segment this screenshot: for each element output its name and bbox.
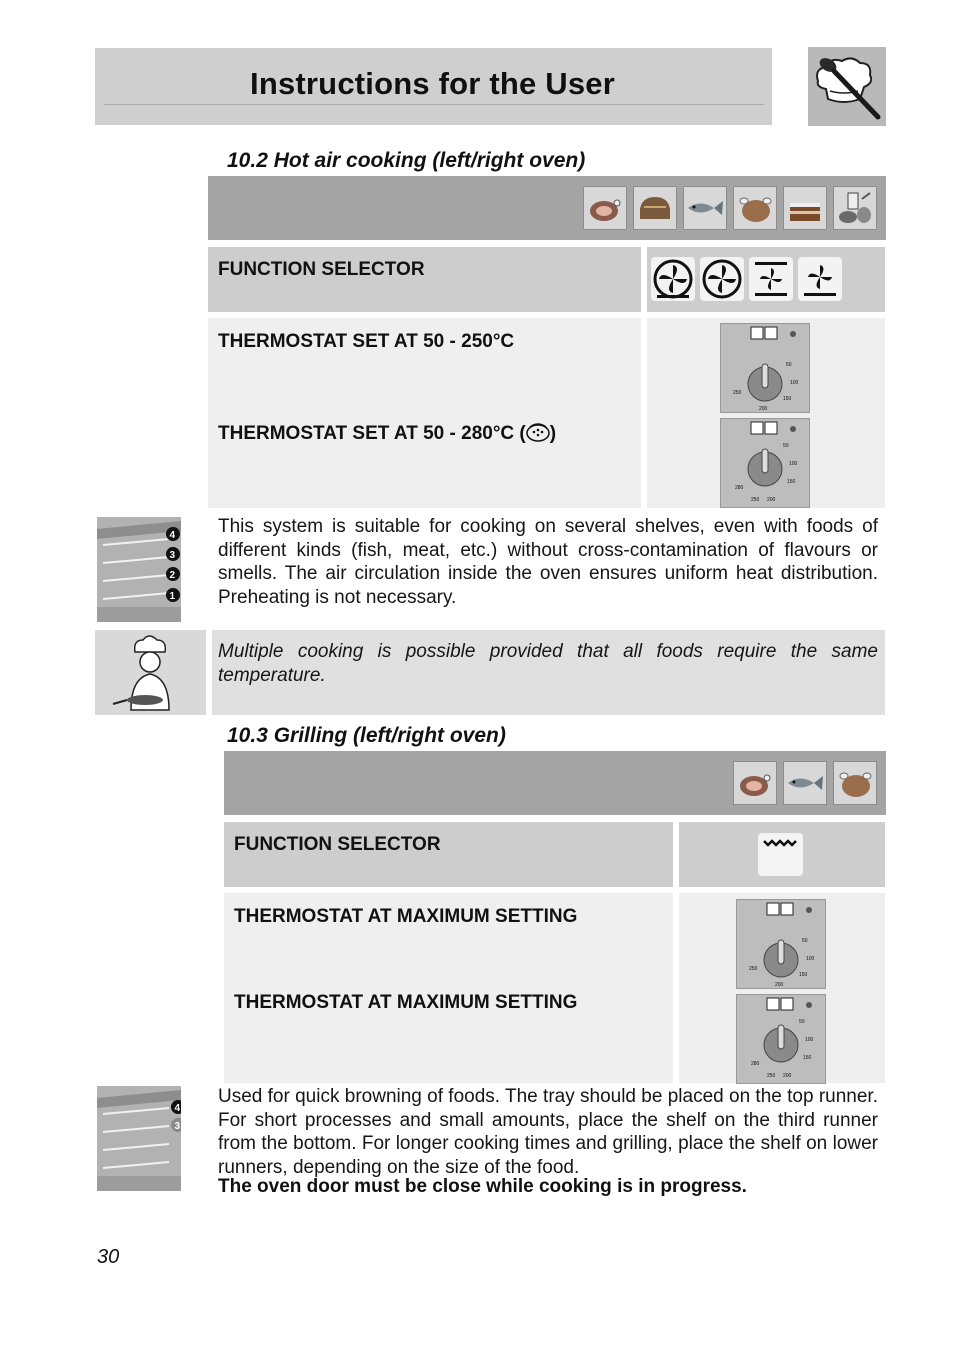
function-selector-label: FUNCTION SELECTOR <box>218 259 425 280</box>
shelf-number-2: 2 <box>169 570 176 581</box>
cake-icon <box>783 186 827 230</box>
food-icons-grilling <box>733 761 877 805</box>
thermostat-knob-panel-2 <box>720 418 810 508</box>
knob-2-label-200: 200 <box>767 497 776 503</box>
shelf-number-4: 4 <box>169 530 176 541</box>
poultry-icon <box>733 186 777 230</box>
grill-knob-2-label-280: 280 <box>751 1061 760 1067</box>
hot-air-description: This system is suitable for cooking on several shelves, even with foods of different kinds (fish, meat, etc.) without cross-contamination of flavours or smells. The air circulation inside the oven ensures uniform heat distribution. Preheating is not necessary. <box>218 516 878 608</box>
fan-bottom-icon <box>798 257 842 301</box>
section-title-grilling: 10.3 Grilling (left/right oven) <box>227 724 506 747</box>
poultry-icon <box>833 761 877 805</box>
grill-knob-panel-1 <box>736 899 826 989</box>
grill-function-selector-label: FUNCTION SELECTOR <box>234 834 441 855</box>
shelf-number-3: 3 <box>169 550 176 561</box>
knob-1-label-150: 150 <box>783 396 792 402</box>
knob-1-label-50: 50 <box>786 362 792 368</box>
oven-shelves-4-levels-icon <box>97 517 181 622</box>
grill-thermostat-label-1: THERMOSTAT AT MAXIMUM SETTING <box>234 906 578 927</box>
grill-knob-panel-2 <box>736 994 826 1084</box>
knob-2-label-280: 280 <box>735 485 744 491</box>
knob-2-label-250: 250 <box>751 497 760 503</box>
thermostat-label-280: THERMOSTAT SET AT 50 - 280°C ( ) <box>218 421 556 449</box>
thermostat-knob-panel-1 <box>720 323 810 413</box>
top-grill-icon <box>758 833 803 876</box>
header-rule <box>104 104 764 105</box>
pizza-symbol-icon <box>526 421 550 449</box>
multiple-cooking-note: Multiple cooking is possible provided that all foods require the same temperature. <box>218 641 878 686</box>
vegetables-icon <box>833 186 877 230</box>
grill-knob-1-label-250: 250 <box>749 966 758 972</box>
grill-knob-2-label-50: 50 <box>799 1019 805 1025</box>
grill-knob-1-label-200: 200 <box>775 982 784 988</box>
bread-icon <box>633 186 677 230</box>
page-title: Instructions for the User <box>250 66 615 101</box>
chef-icon <box>95 630 206 715</box>
fan-top-bottom-icon <box>749 257 793 301</box>
grill-shelf-number-3: 3 <box>174 1121 181 1132</box>
fan-grill-icon <box>651 257 695 301</box>
meat-icon <box>733 761 777 805</box>
knob-2-label-100: 100 <box>789 461 798 467</box>
grill-thermostat-label-2: THERMOSTAT AT MAXIMUM SETTING <box>234 992 578 1013</box>
grill-knob-1-label-100: 100 <box>806 956 815 962</box>
section-title-hot-air: 10.2 Hot air cooking (left/right oven) <box>227 149 586 172</box>
fish-icon <box>783 761 827 805</box>
knob-1-label-100: 100 <box>790 380 799 386</box>
grilling-warning: The oven door must be close while cooking is in progress. <box>218 1176 747 1197</box>
grill-knob-2-label-250: 250 <box>767 1073 776 1079</box>
knob-2-label-50: 50 <box>783 443 789 449</box>
grill-knob-1-label-150: 150 <box>799 972 808 978</box>
grill-knob-2-label-150: 150 <box>803 1055 812 1061</box>
oven-shelves-grill-icon <box>97 1086 181 1191</box>
knob-2-label-150: 150 <box>787 479 796 485</box>
food-icons-hot-air <box>583 186 877 230</box>
grill-knob-2-label-100: 100 <box>805 1037 814 1043</box>
grilling-description: Used for quick browning of foods. The tray should be placed on the top runner. For short processes and small amounts, place the shelf on the third runner from the bottom. For longer cooking times and grilling, place the shelf on lower runners, depending on the size of the food. <box>218 1086 878 1178</box>
shelf-number-1: 1 <box>169 591 176 602</box>
knob-1-label-200: 200 <box>759 406 768 412</box>
grill-knob-2-label-200: 200 <box>783 1073 792 1079</box>
chef-hat-spoon-icon <box>808 47 886 126</box>
fan-function-icons <box>651 257 842 301</box>
knob-1-label-250: 250 <box>733 390 742 396</box>
fish-icon <box>683 186 727 230</box>
circular-fan-icon <box>700 257 744 301</box>
meat-icon <box>583 186 627 230</box>
grill-shelf-number-4: 4 <box>174 1103 181 1114</box>
grill-knob-1-label-50: 50 <box>802 938 808 944</box>
page-number: 30 <box>97 1246 120 1268</box>
thermostat-label-250: THERMOSTAT SET AT 50 - 250°C <box>218 331 515 352</box>
